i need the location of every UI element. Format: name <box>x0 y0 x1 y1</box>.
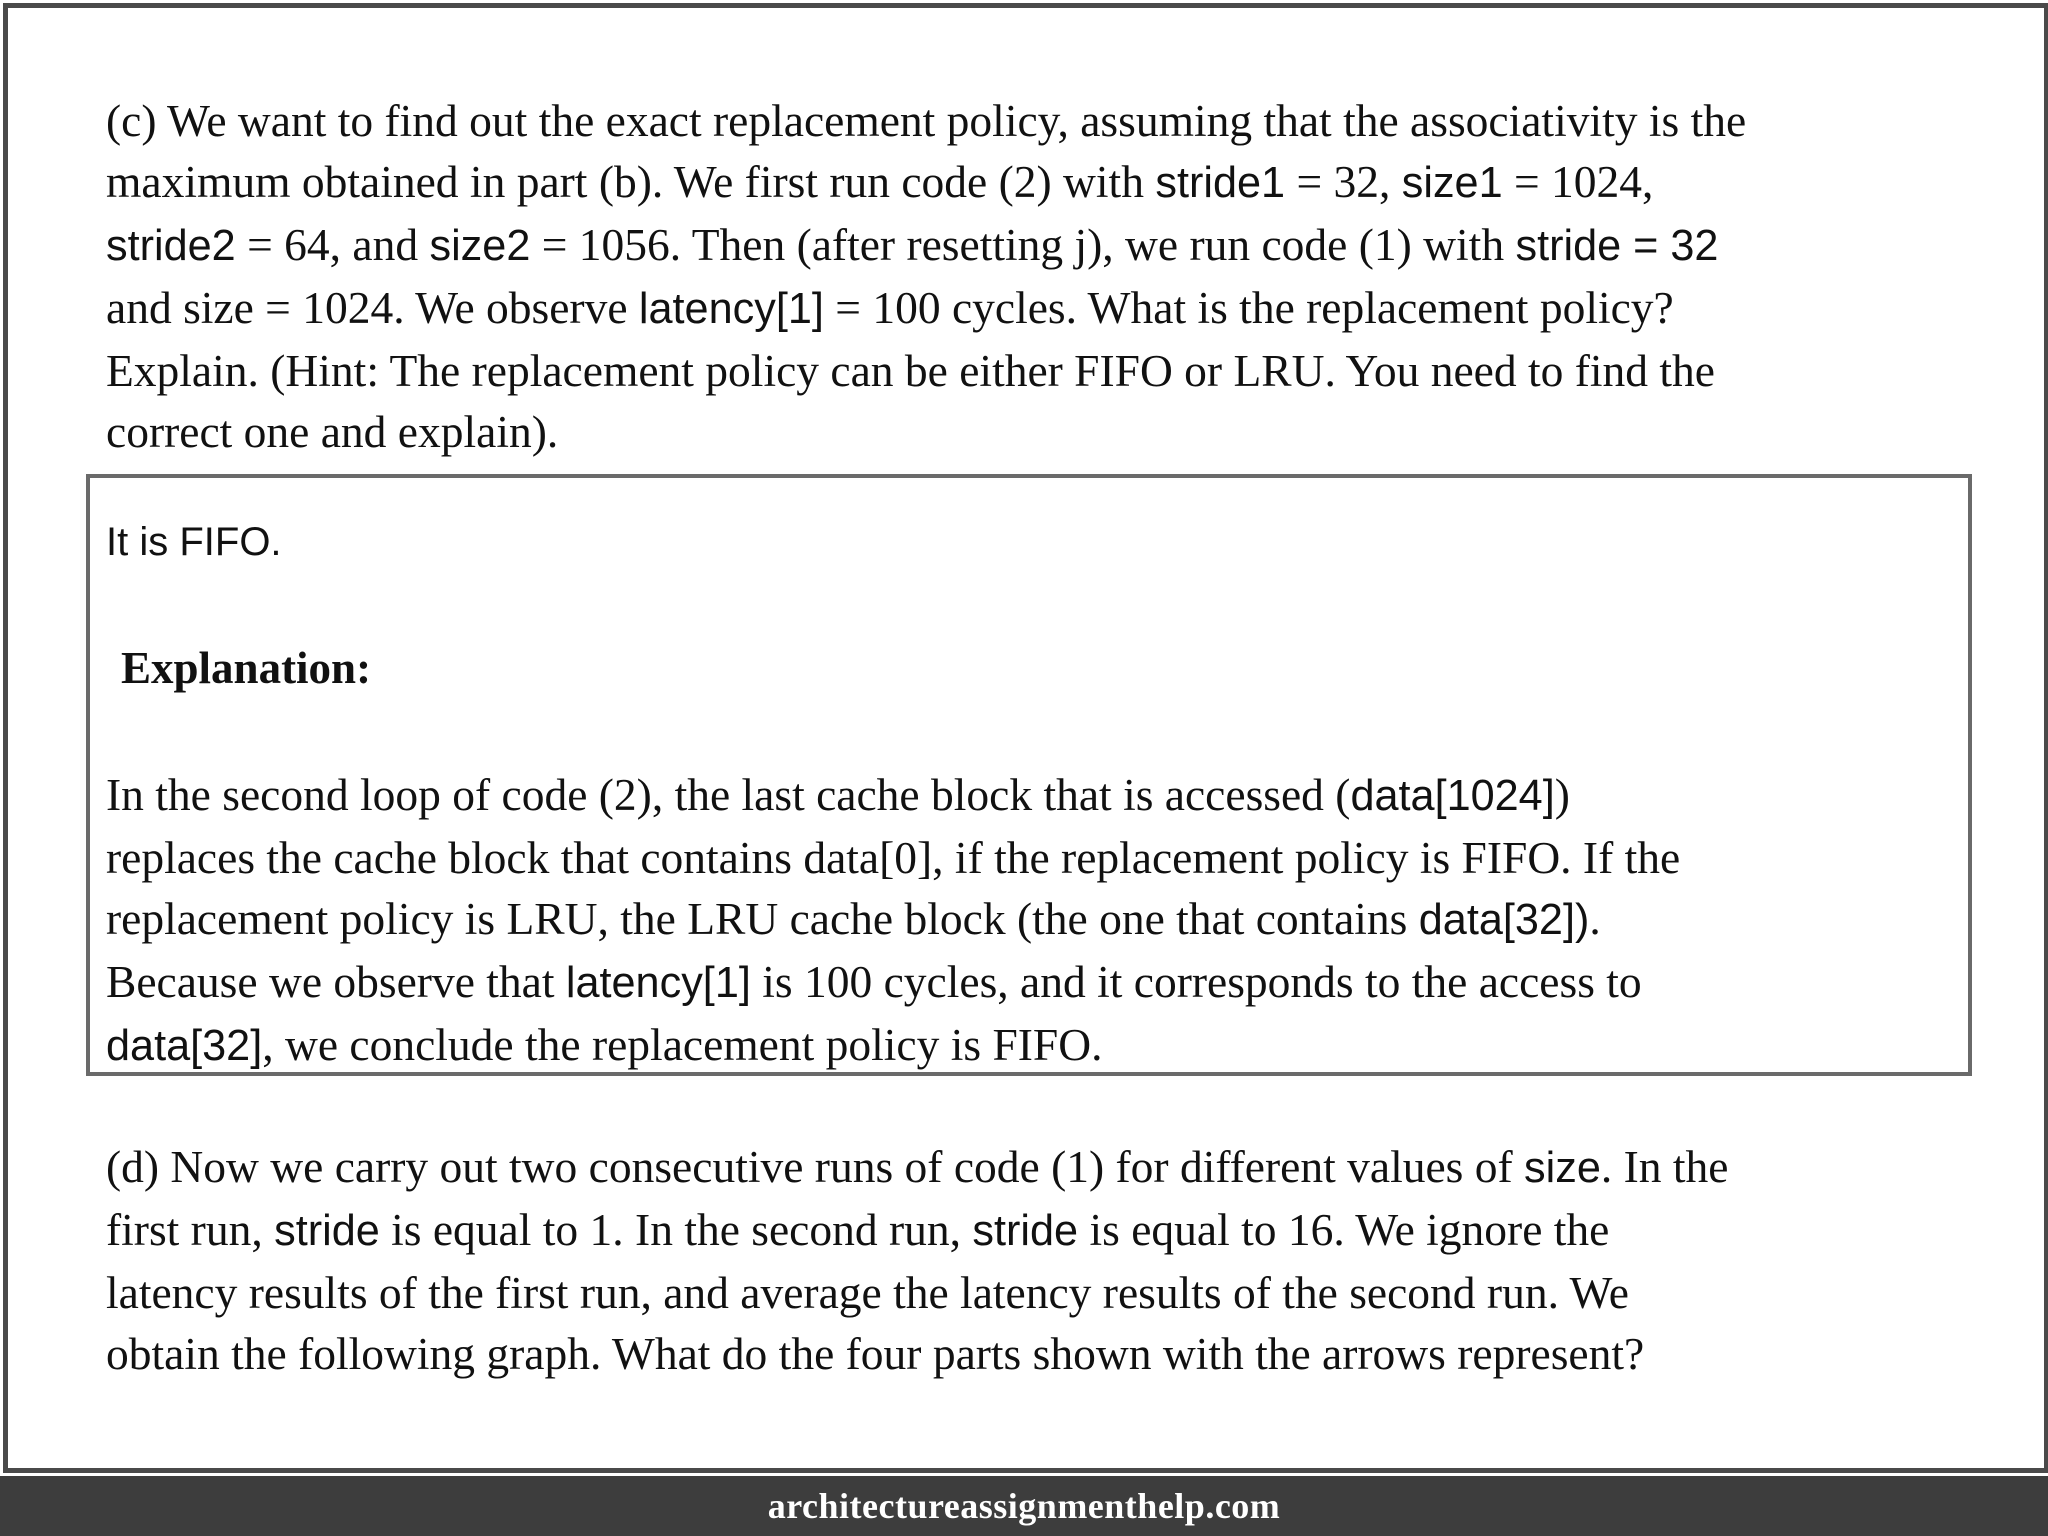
code-term: latency[1] <box>638 285 824 333</box>
code-term: size <box>1524 1144 1601 1192</box>
text-line <box>106 1014 1986 1077</box>
text-segment: = 32, <box>1285 156 1402 207</box>
code-term: stride <box>274 1207 380 1255</box>
text-segment: Because we observe that <box>106 956 566 1007</box>
text-segment: obtain the following graph. What do the four parts shown with the arrows represent? <box>106 1328 1645 1379</box>
text-segment: replaces the cache block that contains data[0], if the replacement policy is FIFO. If the <box>106 832 1681 883</box>
text-line <box>106 401 1986 462</box>
text-segment: and size = 1024. We observe <box>106 282 639 333</box>
explanation-text <box>106 764 1986 1077</box>
text-line <box>106 1262 1986 1323</box>
code-term: stride = 32 <box>1515 222 1719 270</box>
footer-bar <box>0 1476 2048 1536</box>
code-term: data[32] <box>106 1022 263 1070</box>
text-segment: In the second loop of code (2), the last cache block that is accessed ( <box>106 769 1351 820</box>
text-segment: first run, <box>106 1204 275 1255</box>
code-term: latency[1] <box>565 959 751 1007</box>
text-segment: = 100 cycles. What is the replacement policy? <box>823 282 1674 333</box>
text-segment: = 1024, <box>1502 156 1654 207</box>
text-line <box>106 764 1986 827</box>
text-line <box>106 888 1986 951</box>
footer-site-name: architectureassignmenthelp.com <box>767 1486 1281 1526</box>
text-line <box>106 214 1986 277</box>
text-segment: . <box>1589 893 1601 944</box>
text-line <box>106 827 1986 888</box>
text-line <box>106 90 1986 151</box>
text-segment: Explain. (Hint: The replacement policy can be either FIFO or LRU. You need to find the <box>106 345 1715 396</box>
text-line <box>106 277 1986 340</box>
code-term: data[32]) <box>1418 896 1590 944</box>
text-segment: latency results of the first run, and average the latency results of the second run. We <box>106 1267 1630 1318</box>
text-segment: replacement policy is LRU, the LRU cache block (the one that contains <box>106 893 1419 944</box>
code-term: stride2 <box>106 222 236 270</box>
text-segment: = 1056. Then (after resetting j), we run code (1) with <box>530 219 1516 270</box>
code-term: stride <box>972 1207 1079 1255</box>
text-segment: is equal to 1. In the second run, <box>379 1204 973 1255</box>
text-line <box>106 340 1986 401</box>
text-segment: (d) Now we carry out two consecutive runs of code (1) for different values of <box>106 1141 1525 1192</box>
part-c-question <box>106 90 1986 462</box>
code-term: size1 <box>1401 159 1503 207</box>
text-line <box>106 151 1986 214</box>
answer-statement: It is FIFO. <box>106 520 282 564</box>
text-segment: = 64, and <box>235 219 430 270</box>
text-segment: ) <box>1554 769 1570 820</box>
text-segment: . In the <box>1600 1141 1729 1192</box>
code-term: stride1 <box>1155 159 1286 207</box>
text-line <box>106 1199 1986 1262</box>
text-line <box>106 1323 1986 1384</box>
text-segment: , we conclude the replacement policy is FIFO. <box>262 1019 1103 1070</box>
explanation-heading: Explanation: <box>121 643 372 693</box>
text-segment: maximum obtained in part (b). We first run code (2) with <box>106 156 1156 207</box>
text-segment: correct one and explain). <box>106 406 559 457</box>
text-segment: is equal to 16. We ignore the <box>1078 1204 1610 1255</box>
part-d-question <box>106 1136 1986 1384</box>
text-line <box>106 951 1986 1014</box>
text-segment: (c) We want to find out the exact replacement policy, assuming that the associativity is the <box>106 95 1747 146</box>
page-frame <box>3 3 2048 1473</box>
code-term: size2 <box>429 222 531 270</box>
text-line <box>106 1136 1986 1199</box>
code-term: data[1024] <box>1350 772 1555 820</box>
text-segment: is 100 cycles, and it corresponds to the access to <box>750 956 1642 1007</box>
